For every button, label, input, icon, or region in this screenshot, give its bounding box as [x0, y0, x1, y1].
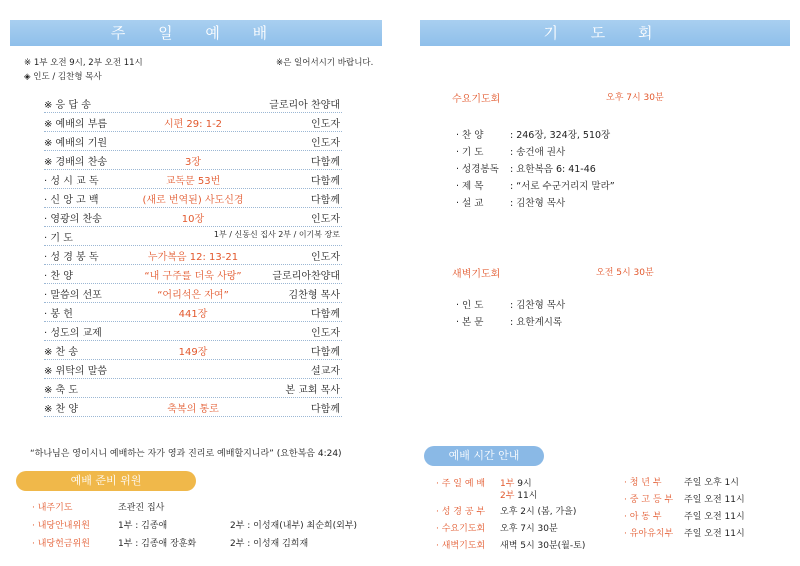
- prayer-item-value: : 송건애 권사: [510, 147, 566, 158]
- prayer-item-label: · 성경봉독: [456, 164, 499, 175]
- order-leader: 다함께: [311, 195, 340, 206]
- order-detail: 누가복음 12: 13-21: [147, 252, 239, 263]
- order-title: ※ 위탁의 말씀: [44, 366, 108, 377]
- schedule-name: · 주 일 예 배: [436, 479, 486, 489]
- stand-note: ※은 일어서시기 바랍니다.: [276, 58, 374, 68]
- committee-role: · 내당헌금위원: [32, 539, 90, 549]
- schedule-time: 오후 7시 30분: [500, 524, 558, 534]
- verse: “하나님은 영이시니 예배하는 자가 영과 진리로 예배할지니라” (요한복음 4:24): [30, 449, 342, 459]
- prayer-item-label: · 인 도: [456, 300, 484, 311]
- order-title: · 찬 양: [44, 271, 73, 282]
- order-leader: 다함께: [311, 176, 340, 187]
- schedule-name: · 청 년 부: [624, 478, 662, 488]
- order-title: · 봉 헌: [44, 309, 73, 320]
- schedule-part: 1부: [500, 479, 518, 489]
- order-row: [44, 302, 342, 322]
- schedule-time: 새벽 5시 30분(월-토): [500, 541, 586, 551]
- prayer-item-label: · 기 도: [456, 147, 484, 158]
- order-title: · 성도의 교제: [44, 328, 102, 339]
- prayer-item-value: : 요한복음 6: 41-46: [510, 164, 596, 175]
- right-header: 기 도 회: [420, 20, 790, 46]
- order-title: · 성 시 교 독: [44, 176, 99, 187]
- order-leader: 설교자: [311, 366, 340, 377]
- schedule-name: · 유아유치부: [624, 529, 674, 539]
- committee-members: 조관진 집사: [118, 503, 165, 513]
- order-detail: 441장: [178, 309, 208, 320]
- prayer-item-value: : 246장, 324장, 510장: [510, 130, 611, 141]
- order-title: ※ 찬 송: [44, 347, 79, 358]
- order-detail: (새로 번역된) 사도신경: [142, 195, 244, 206]
- order-detail: 시편 29: 1-2: [163, 119, 223, 130]
- order-detail: “내 구주를 더욱 사랑”: [144, 271, 242, 282]
- order-leader: 다함께: [311, 309, 340, 320]
- schedule-name: · 수요기도회: [436, 524, 486, 534]
- prayer-item-value: : 김찬형 목사: [510, 198, 566, 209]
- schedule-time: 주일 오전 11시: [684, 495, 745, 505]
- wed-title: 수요기도회: [452, 94, 501, 105]
- prayer-item-label: · 제 목: [456, 181, 484, 192]
- order-row: [44, 397, 342, 417]
- schedule-title: 예배 시간 안내: [424, 446, 544, 466]
- schedule-time: 주일 오후 1시: [684, 478, 739, 488]
- schedule-time: 주일 오전 11시: [684, 529, 745, 539]
- schedule-part: 2부: [500, 491, 518, 501]
- order-row: [44, 226, 342, 246]
- committee-members-2: 2부 : 이성재(내부) 최순희(외부): [230, 521, 358, 531]
- prayer-item-label: · 설 교: [456, 198, 484, 209]
- order-leader: 다함께: [311, 347, 340, 358]
- dawn-time: 오전 5시 30분: [596, 268, 654, 278]
- order-row: [44, 283, 342, 303]
- order-leader: 김찬형 목사: [288, 290, 340, 301]
- order-title: ※ 찬 양: [44, 404, 79, 415]
- committee-members-2: 2부 : 이성재 김희재: [230, 539, 309, 549]
- order-leader: 인도자: [311, 252, 340, 263]
- schedule-time: [500, 488, 537, 501]
- order-title: ※ 응 답 송: [44, 100, 91, 111]
- schedule-hour: 11시: [517, 491, 538, 501]
- order-title: ※ 축 도: [44, 385, 79, 396]
- schedule-name: · 아 동 부: [624, 512, 662, 522]
- order-leader: 글로리아 찬양대: [269, 100, 340, 111]
- committee-title: 예배 준비 위원: [16, 471, 196, 491]
- order-title: · 말씀의 선포: [44, 290, 102, 301]
- order-leader: 인도자: [311, 328, 340, 339]
- order-title: · 신 앙 고 백: [44, 195, 99, 206]
- order-row: [44, 93, 342, 113]
- committee-role: · 내주기도: [32, 503, 73, 513]
- left-header: 주 일 예 배: [10, 20, 382, 46]
- order-title: ※ 경배의 찬송: [44, 157, 108, 168]
- order-title: ※ 예배의 기원: [44, 138, 108, 149]
- dawn-title: 새벽기도회: [452, 269, 501, 280]
- order-title: ※ 예배의 부름: [44, 119, 108, 130]
- schedule-hour: 9시: [517, 479, 532, 489]
- order-row: [44, 321, 342, 341]
- order-leader: 인도자: [311, 138, 340, 149]
- order-detail: 10장: [181, 214, 205, 225]
- order-row: [44, 207, 342, 227]
- order-row: [44, 169, 342, 189]
- order-row: [44, 340, 342, 360]
- order-row: [44, 188, 342, 208]
- order-row: [44, 150, 342, 170]
- order-detail: 교독문 53번: [165, 176, 221, 187]
- prayer-item-value: : “서로 수군거리지 말라”: [510, 181, 615, 192]
- schedule-time: 오후 2시 (봄, 가을): [500, 507, 577, 517]
- order-row: [44, 112, 342, 132]
- order-leader: 본 교회 목사: [285, 385, 340, 396]
- service-time: ※ 1부 오전 9시, 2부 오전 11시: [24, 58, 143, 68]
- order-leader: 다함께: [311, 404, 340, 415]
- schedule-name: · 성 경 공 부: [436, 507, 486, 517]
- order-row: [44, 359, 342, 379]
- leader-line: ◈ 인도 / 김찬형 목사: [24, 72, 102, 82]
- order-row: [44, 245, 342, 265]
- order-title: · 기 도: [44, 233, 73, 244]
- wed-time: 오후 7시 30분: [606, 93, 664, 103]
- order-leader: 글로리아찬양대: [272, 271, 340, 282]
- prayer-item-value: : 요한계시록: [510, 317, 563, 328]
- order-detail: “어리석은 자여”: [157, 290, 229, 301]
- schedule-name: · 새벽기도회: [436, 541, 486, 551]
- order-leader: 다함께: [311, 157, 340, 168]
- order-leader: 인도자: [311, 119, 340, 130]
- committee-members: 1부 : 김종애 장훈화: [118, 539, 197, 549]
- prayer-item-label: · 본 문: [456, 317, 484, 328]
- order-leader: 1부 / 신동신 집사 2부 / 이기복 장로: [213, 230, 340, 239]
- order-row: [44, 378, 342, 398]
- order-title: · 성 경 봉 독: [44, 252, 99, 263]
- committee-role: · 내당안내위원: [32, 521, 90, 531]
- order-detail: 149장: [178, 347, 208, 358]
- order-title: · 영광의 찬송: [44, 214, 102, 225]
- order-leader: 인도자: [311, 214, 340, 225]
- order-detail: 3장: [184, 157, 202, 168]
- prayer-item-value: : 김찬형 목사: [510, 300, 566, 311]
- order-detail: 축복의 통로: [167, 404, 219, 415]
- committee-members: 1부 : 김종애: [118, 521, 168, 531]
- schedule-name: · 중 고 등 부: [624, 495, 674, 505]
- order-row: [44, 264, 342, 284]
- order-row: [44, 131, 342, 151]
- prayer-item-label: · 찬 양: [456, 130, 484, 141]
- schedule-time: 주일 오전 11시: [684, 512, 745, 522]
